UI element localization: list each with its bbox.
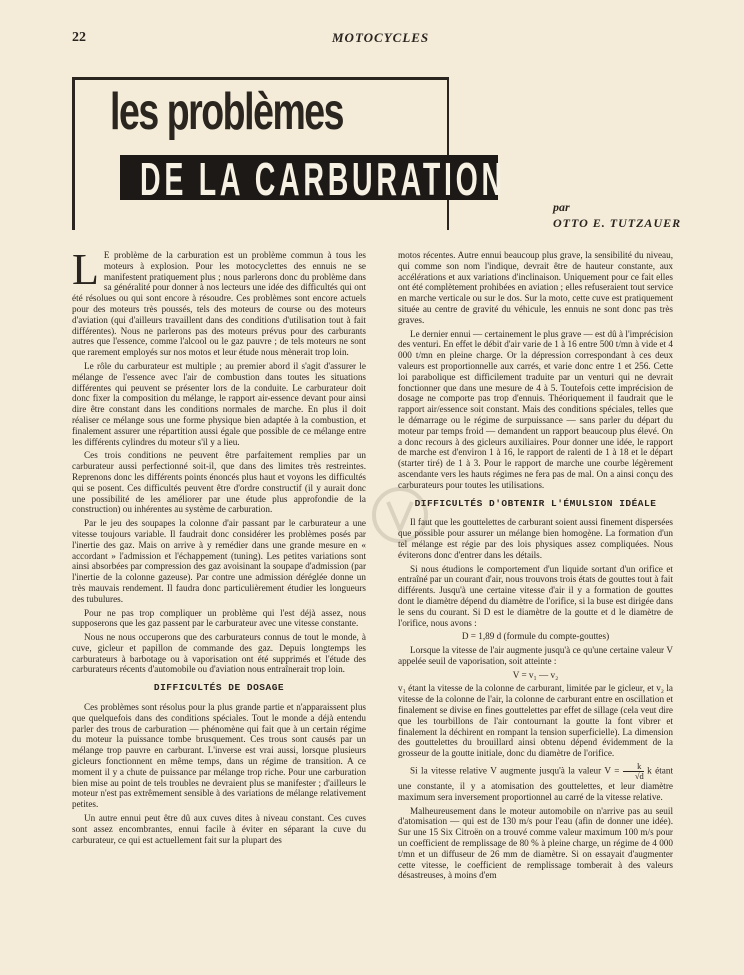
paragraph: v₁ étant la vitesse de la colonne de carburant, limitée par le gicleur, et v₂ la vitesse de la colonne de l'air, la colonne de carburant entre en oscillation et finalement se divise en fines gouttelettes par effet de sillage (cela veut dire que les tourbillons de l'air contournant la goutte la font vibrer et finalement la déchirent en rompant la tension superficielle). La dimension des gouttelettes du brouillard ainsi obtenu dépend évidemment de la grosseur de la goutte initiale, donc du diamètre de l'orifice.	[398, 683, 673, 759]
fraction-denominator: √d	[623, 771, 644, 781]
paragraph: Ces problèmes sont résolus pour la plus grande partie et n'apparaissent plus que quelquefois dans des conditions spéciales. Tout le monde a déjà entendu parler des trous de carburation — phénomène qui fait que à un certain régime du moteur la puissance tombe brusquement. Ces trous sont causés par un mélange trop pauvre en carburant. L'inverse est vrai aussi, lorsque plusieurs gicleurs fonctionnent en même temps, dans un régime de transition. A ce moment il y a chute de puissance par mélange trop riche. Pour une carburation bien mise au point de tels troubles ne devraient plus se manifester ; d'ailleurs le moteur n'est pas extrêmement sensible à des variations de mélange relativement petites.	[72, 702, 366, 810]
title-bar	[120, 153, 506, 205]
paragraph: Le dernier ennui — certainement le plus grave — est dû à l'imprécision des venturi. En effet le débit d'air varie de 1 à 16 entre 500 t/mn à vide et 4 000 t/mn en pleine charge. Or la dépression correspondant à ces deux valeurs est proportionnelle aux carrés, et varie donc entre 1 et 256. Cette loi parabolique est difficilement traduite par un venturi qui ne devrait fonctionner que dans une mesure de 4 à 5. Toutefois cette imprécision de dosage ne comporte pas trop d'ennuis. Théoriquement il faudrait que le rapport air/essence soit constant. Mais des conditions spéciales, telles que le démarrage ou le régime de surpuissance — sans parler du départ du moteur par temps froid — demandent un rapport beaucoup plus élevé. On a donc recours à des gicleurs auxiliaires. Pour donner une idée, le rapport de marche est d'environ 1 à 16, le rapport de ralenti de 1 à 18 et le départ (starter tiré) de 1 à 3. Pour le rapport de marche une courbe légèrement ascendante vers les hauts régimes ne fera pas de mal. On a ainsi conçu des carburateurs pour toutes les utilisations.	[398, 328, 673, 490]
byline-par: par	[553, 200, 570, 214]
left-column	[72, 250, 366, 940]
paragraph: Nous ne nous occuperons que des carburateurs connus de tout le monde, à cuve, gicleur et papillon de commande des gaz. Depuis longtemps les carburateurs à barbotage ou à vaporisation ont été supprimés et l'étude des carburateurs récents d'automobile ou d'aviation nous entraînerait trop loin.	[72, 632, 366, 675]
right-column	[398, 250, 673, 940]
section-heading-emulsion: DIFFICULTÉS D'OBTENIR L'ÉMULSION IDÉALE	[414, 497, 657, 509]
byline-author: OTTO E. TUTZAUER	[553, 216, 682, 230]
title-line-2: DE LA CARBURATION	[140, 153, 506, 205]
paragraph: Si nous étudions le comportement d'un liquide sortant d'un orifice et entraîné par un courant d'air, nous trouvons trois états de gouttes tout à fait différents. Jusqu'à une certaine vitesse d'air il y a formation de gouttes dont le diamètre dépend du diamètre de l'orifice, si la buse est dirigée dans le sens du courant. Si D est le diamètre de la goutte et d le diamètre de l'orifice, nous avons :	[398, 563, 673, 628]
title-line-1: les problèmes	[110, 83, 344, 141]
section-heading-dosage: DIFFICULTÉS DE DOSAGE	[153, 682, 285, 694]
formula-drop-diameter: D = 1,89 d (formule du compte-gouttes)	[461, 631, 610, 642]
intro-text: E problème de la carburation est un problème commun à tous les moteurs à explosion. Pour les motocyclettes des ennuis ne se manifestent pratiquement plus ; nous parlerons donc du problème dans sa généralité pour donner à nos lecteurs une idée des difficultés qui ont été résolues ou qui sont encore à résoudre. Ces problèmes sont encore actuels pour des moteurs très poussés, tels des moteurs de course ou des moteurs d'aviation (qui d'ailleurs travaillent dans des conditions d'utilisation tout à fait différentes). Nous ne parlerons pas des moteurs prévus pour des carburants autres que l'essence, comme l'alcool ou le gaz pauvre ; de tels moteurs ne sont que rarement employés sur nos motos et leur étude nous mènerait trop loin.	[72, 250, 366, 358]
page-number: 22	[72, 30, 86, 45]
fraction	[623, 762, 644, 781]
paragraph: Pour ne pas trop compliquer un problème qui l'est déjà assez, nous supposerons que les gaz passent par le carburateur avec une vitesse constante.	[72, 607, 366, 629]
paragraph: Lorsque la vitesse de l'air augmente jusqu'à ce qu'une certaine valeur V appelée seuil de vaporisation, soit atteinte :	[398, 645, 673, 666]
paragraph: Un autre ennui peut être dû aux cuves dites à niveau constant. Ces cuves sont assez encombrantes, ennui facile à éviter en séparant la cuve du carburateur, ce qui est actuellement fait sur la plupart des	[72, 813, 366, 845]
paragraph: Il faut que les gouttelettes de carburant soient aussi finement dispersées que possible pour assurer un mélange bien homogène. La formation d'un tel mélange est régie par des lois physiques assez compliquées. Nous éviterons donc d'entrer dans les détails.	[398, 517, 673, 560]
paragraph: Ces trois conditions ne peuvent être parfaitement remplies par un carburateur aussi perfectionné soit-il, que dans des limites très restreintes. Reprenons donc les différents points énoncés plus haut et voyons les difficultés qui se posent. Ces difficultés peuvent être d'ordre constructif (il y aurait donc une possibilité de les améliorer par une étude plus approfondie de la construction) ou inhérentes au système de carburation.	[72, 450, 366, 515]
formula-velocity: V = v₁ — v₂	[512, 669, 559, 680]
paragraph-with-fraction	[398, 762, 673, 803]
paragraph: motos récentes. Autre ennui beaucoup plus grave, la sensibilité du niveau, qui comme son nom l'indique, devrait être de hauteur constante, aux accélérations et aux variations d'inclinaison. Uniquement pour ce fait elles ont été complètement prohibées en aviation ; elles refuseraient tout service en marche verticale ou sur le dos. Sur la moto, cette cuve est pratiquement située au centre de gravité du véhicule, les ennuis ne sont donc pas très graves.	[398, 250, 673, 325]
paragraph: Malheureusement dans le moteur automobile on n'arrive pas au seuil d'atomisation — qui est de 130 m/s pour l'eau (afin de donner une idée). Sur une 15 Six Citroën on a trouvé comme valeur maximum 100 m/s pour un coefficient de remplissage de 80 % à pleine charge, un régime de 4 000 t/mn et un diffuseur de 26 mm de diamètre. Si on essayait d'augmenter cette vitesse, le coefficient de remplissage tomberait à des valeurs désastreuses, à moins d'em	[398, 805, 673, 881]
fraction-numerator: k	[637, 761, 642, 772]
fraction-trail-text: k étant une constante, il y a atomisation des gouttelettes, et leur diamètre maximum sera inversement proportionnel au carré de la vitesse relative.	[398, 765, 673, 802]
intro-paragraph	[72, 250, 366, 358]
paragraph: Par le jeu des soupapes la colonne d'air passant par le carburateur a une vitesse toujours variable. Il faudrait donc considérer les problèmes posés par l'inertie des gaz. Mais on arrive à y remédier dans une grande mesure en « accordant » l'admission et l'échappement (tuning). Les petites variations sont ainsi absorbées par compression des gaz avoisinant la soupape d'admission (par l'inertie de la colonne gazeuse). Par contre une admission déréglée donne un très mauvais rendement. Il faudra donc particulièrement étudier les longueurs des tubulures.	[72, 518, 366, 604]
paragraph: Le rôle du carburateur est multiple ; au premier abord il s'agit d'assurer le mélange de l'essence avec l'air de combustion dans toutes les situations différentes qui peuvent se présenter lors de la conduite. Le carburateur doit donc fixer la composition du mélange, le rapport air-essence devant pour ainsi dire être constant dans les conditions normales de marche. En plus il doit réaliser ce mélange sous une forme physique bien adaptée à la combustion, et finalement assurer une répartition aussi égale que possible de ce mélange entre les différents cylindres du moteur s'il y a lieu.	[72, 360, 366, 447]
running-head: MOTOCYCLES	[332, 30, 430, 45]
watermark-logo	[370, 480, 430, 550]
fraction-lead-text: Si la vitesse relative V augmente jusqu'à la valeur V =	[410, 765, 620, 776]
drop-cap: L	[72, 250, 99, 294]
